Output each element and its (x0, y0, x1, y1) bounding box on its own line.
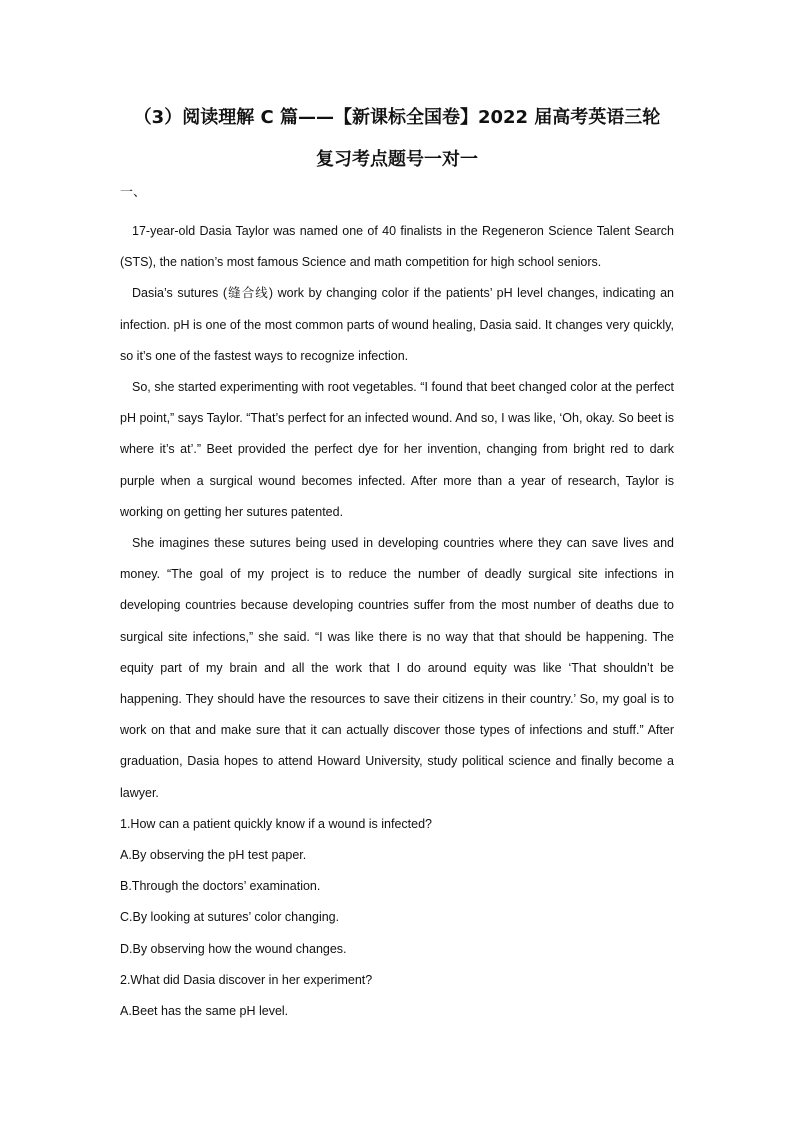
question-2-stem: 2.What did Dasia discover in her experiment? (120, 972, 373, 987)
passage-paragraph-4: She imagines these sutures being used in developing countries where they can save lives and money. “The goal of my project is to reduce the number of deadly surgical site infections in developing countries because developing countries suffer from the most number of deaths due to surgical site infections,” she said. “I was like there is no way that that should be happening. The equity part of my brain and all the work that I do around equity was like ‘That shouldn’t be happening. They should have the resources to save their citizens in their country.’ So, my goal is to work on that and make sure that it can actually discover those types of infections and stuff.” After graduation, Dasia hopes to attend Howard University, study political science and finally become a lawyer. (120, 536, 674, 800)
document-title-line-2: 复习考点题号一对一 (316, 149, 478, 170)
question-1-option-a: A.By observing the pH test paper. (120, 848, 307, 863)
passage-body (120, 216, 674, 1027)
question-1-stem: 1.How can a patient quickly know if a wound is infected? (120, 816, 432, 831)
question-1-option-b: B.Through the doctors’ examination. (120, 879, 321, 894)
passage-paragraph-1: 17-year-old Dasia Taylor was named one of 40 finalists in the Regeneron Science Talent Search (STS), the nation’s most famous Science and math competition for high school seniors. (120, 224, 674, 270)
question-2-option-a: A.Beet has the same pH level. (120, 1004, 289, 1019)
document-title-line-1: （3）阅读理解 C 篇——【新课标全国卷】2022 届高考英语三轮 (133, 107, 661, 128)
passage-paragraph-2: Dasia’s sutures (缝合线) work by changing color if the patients’ pH level changes, indicating an infection. pH is one of the most common parts of wound healing, Dasia said. It changes very quickly, so it’s one of the fastest ways to recognize infection. (120, 286, 674, 363)
passage-paragraph-3: So, she started experimenting with root vegetables. “I found that beet changed color at the perfect pH point,” says Taylor. “That’s perfect for an infected wound. And so, I was like, ‘Oh, okay. So beet is where it’s at’.” Beet provided the perfect dye for her invention, changing from bright red to dark purple when a surgical wound becomes infected. After more than a year of research, Taylor is working on getting her sutures patented. (120, 380, 674, 519)
question-1-option-d: D.By observing how the wound changes. (120, 941, 347, 956)
section-number: 一、 (120, 185, 147, 200)
question-1-option-c: C.By looking at sutures’ color changing. (120, 910, 340, 925)
